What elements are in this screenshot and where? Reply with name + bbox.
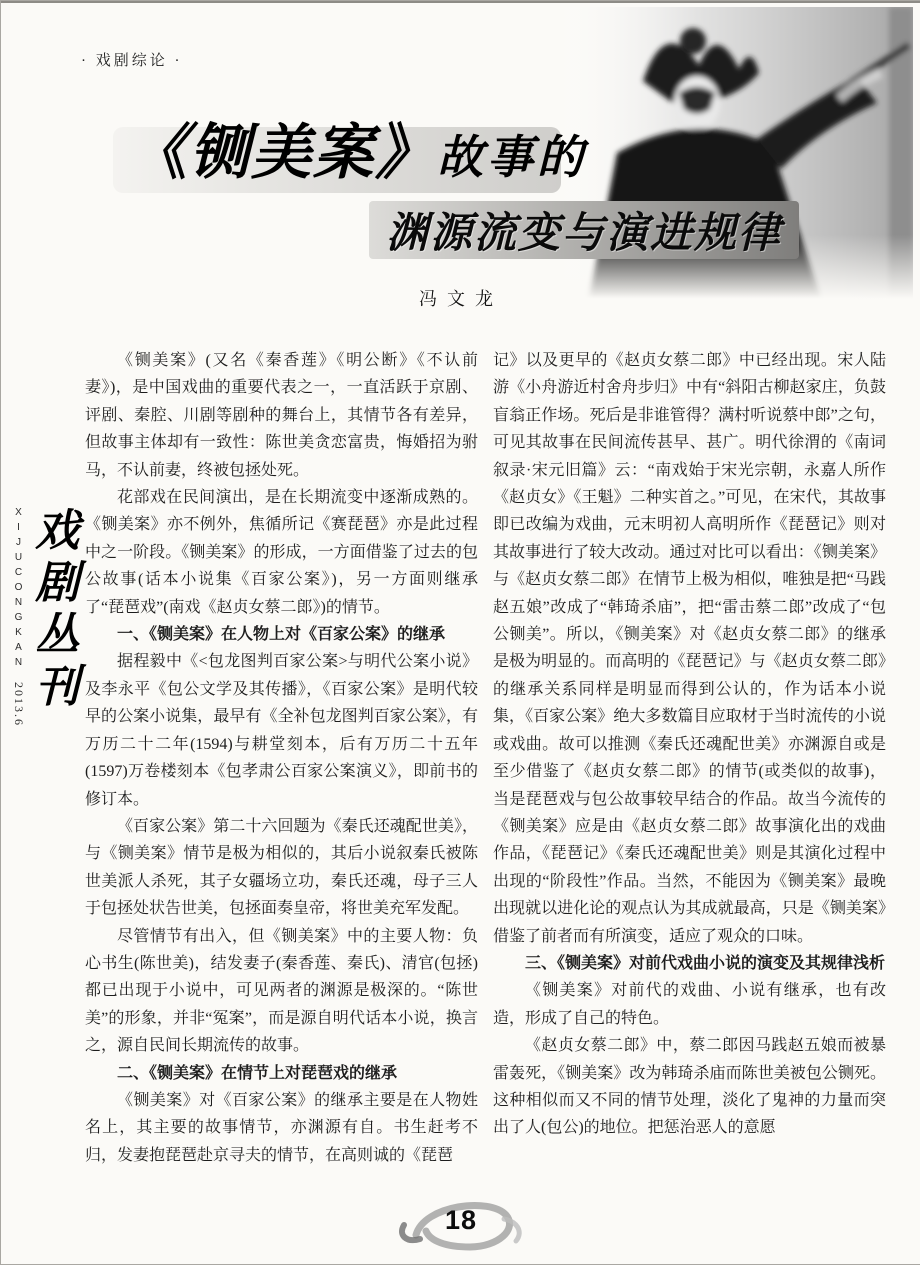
article-title-line1 xyxy=(127,105,587,191)
paragraph-continuation: 记》以及更早的《赵贞女蔡二郎》中已经出现。宋人陆游《小舟游近村舍舟步归》中有“斜阳古柳赵家庄，负鼓盲翁正作场。死后是非谁管得？满村听说蔡中郎”之句，可见其故事在民间流传甚早、甚广。明代徐渭的《南词叙录·宋元旧篇》云：“南戏始于宋光宗朝，永嘉人所作《赵贞女》《王魁》二种实首之。”可见，在宋代，其故事即已改编为戏曲，元末明初人高明所作《琵琶记》则对其故事进行了较大改动。通过对比可以看出：《铡美案》与《赵贞女蔡二郎》在情节上极为相似，唯独是把“马践赵五娘”改成了“韩琦杀庙”，把“雷击蔡二郎”改成了“包公铡美”。所以，《铡美案》对《赵贞女蔡二郎》的继承是极为明显的。而高明的《琵琶记》与《赵贞女蔡二郎》的继承关系同样是明显而得到公认的，作为话本小说集，《百家公案》绝大多数篇目应取材于当时流传的小说或戏曲。故可以推测《秦氏还魂配世美》亦渊源自或是至少借鉴了《赵贞女蔡二郎》的情节(或类似的故事)，当是琵琶戏与包公故事较早结合的作品。故当今流传的《铡美案》应是由《赵贞女蔡二郎》故事演化出的戏曲作品，《琵琶记》《秦氏还魂配世美》则是其演化过程中出现的“阶段性”作品。当然，不能因为《铡美案》最晚出现就以进化论的观点认为其成就最高，只是《铡美案》借鉴了前者而有所演变，适应了观众的口味。 xyxy=(493,352,886,945)
article-title-line2: 渊源流变与演进规律 xyxy=(385,208,782,257)
paragraph: 尽管情节有出入，但《铡美案》中的主要人物：负心书生(陈世美)，结发妻子(秦香莲、秦氏)、清官(包拯)都已出现于小说中，可见两者的渊源是极深的。“陈世美”的形象，并非“冤案”，而是源自明代话本小说，换言之，源自民间长期流传的故事。 xyxy=(85,927,478,1055)
paragraph: 《铡美案》对《百家公案》的继承主要是在人物姓名上，其主要的故事情节，亦渊源有自。书生赶考不归，发妻抱琵琶赴京寻夫的情节，在高则诚的《琵琶 xyxy=(85,1091,478,1164)
journal-sidebar xyxy=(11,507,214,727)
page-number: 18 xyxy=(444,1205,478,1235)
paragraph: 《铡美案》对前代的戏曲、小说有继承，也有改造，形成了自己的特色。 xyxy=(493,982,886,1027)
page-footer xyxy=(386,1191,536,1257)
paragraph: 《铡美案》(又名《秦香莲》《明公断》《不认前妻》)，是中国戏曲的重要代表之一，一直活跃于京剧、评剧、秦腔、川剧等剧种的舞台上，其情节各有差异，但故事主体却有一致性：陈世美贪恋富贵，悔婚招为驸马，不认前妻，终被包拯处死。 xyxy=(85,352,478,479)
section-heading-2: 二、《铡美案》在情节上对琵琶戏的继承 xyxy=(117,1064,398,1082)
journal-issue: 2013.6 xyxy=(12,682,26,727)
paragraph: 《赵贞女蔡二郎》中，蔡二郎因马践赵五娘而被暴雷轰死，《铡美案》改为韩琦杀庙而陈世美被包公铡死。这种相似而又不同的情节处理，淡化了鬼神的力量而突出了人(包公)的地位。把惩治恶人的意愿 xyxy=(493,1037,886,1137)
author-name: 冯文龙 xyxy=(419,289,503,309)
journal-sidebar-sub xyxy=(11,507,26,727)
section-heading-1: 一、《铡美案》在人物上对《百家公案》的继承 xyxy=(117,626,446,644)
text-column-right xyxy=(493,347,886,1142)
journal-pinyin: XIJUCONGKAN xyxy=(13,507,24,672)
text-column-left xyxy=(85,347,478,1169)
article-title-suffix: 故事的 xyxy=(437,130,587,184)
paragraph: 《百家公案》第二十六回题为《秦氏还魂配世美》，与《铡美案》情节是极为相似的，其后小说叙秦氏被陈世美派人杀死，其子女疆场立功，秦氏还魂，母子三人于包拯处状告世美，包拯面奏皇帝，将世美充军发配。 xyxy=(85,817,478,918)
paragraph: 据程毅中《<包龙图判百家公案>与明代公案小说》及李永平《包公文学及其传播》，《百家公案》是明代较早的公案小说集，最早有《全补包龙图判百家公案》，有万历二十二年(1594)与耕堂刻本，后有万历二十五年(1597)万卷楼刻本《包孝肃公百家公案演义》，即前书的修订本。 xyxy=(85,653,478,808)
paragraph: 花部戏在民间演出，是在长期流变中逐渐成熟的。《铡美案》亦不例外，焦循所记《赛琵琶》亦是此过程中之一阶段。《铡美案》的形成，一方面借鉴了过去的包公故事(话本小说集《百家公案》)，另一方面则继承了“琵琶戏”(南戏《赵贞女蔡二郎》)的情节。 xyxy=(85,489,478,616)
article-title-main: 《铡美案》 xyxy=(127,118,437,188)
journal-name-calligraphy: 戏剧丛刊 xyxy=(27,507,79,715)
title-background-bar-2 xyxy=(369,201,799,259)
category-label: · 戏剧综论 · xyxy=(81,53,183,69)
section-heading-3: 三、《铡美案》对前代戏曲小说的演变及其规律浅析 xyxy=(525,954,886,972)
